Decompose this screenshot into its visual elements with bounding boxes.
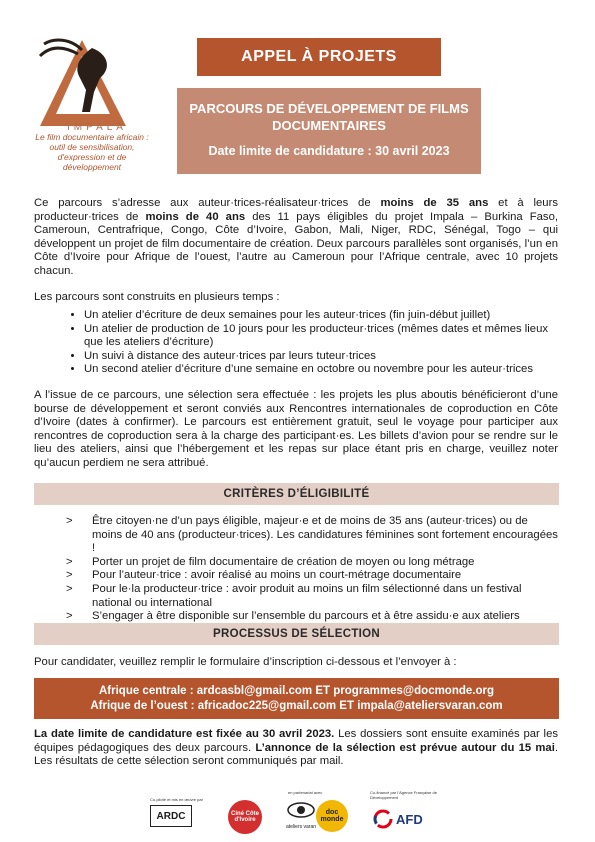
list-item: • Un atelier d’écriture de deux semaines pour les auteur·trices (fin juin-début juillet)	[84, 309, 558, 323]
contact-box	[34, 678, 559, 719]
funded-label: Co-financé par l’Agence Française de Développement	[370, 790, 437, 800]
arrow-icon: >	[66, 555, 73, 568]
ateliers-varan-logo	[286, 800, 316, 830]
selection-instruction: Pour candidater, veuillez remplir le formulaire d’inscription ci-dessous et l’envoyer à :	[34, 656, 457, 668]
ardc-logo: ARDC	[150, 805, 192, 827]
criteria-text: Porter un projet de film documentaire de création de moyen ou long métrage	[92, 555, 475, 568]
list-item: • Un atelier de production de 10 jours pour les producteur·trices (mêmes dates et mêmes lieux que les ateliers d’écriture)	[84, 323, 558, 350]
selection-heading: PROCESSUS DE SÉLECTION	[34, 623, 559, 645]
intro-text-2: et à leurs producteur·trices de	[34, 197, 558, 223]
deadline-statement: La date limite de candidature est fixée au 30 avril 2023.	[34, 728, 335, 740]
arrow-icon: >	[66, 569, 73, 582]
contact-west	[34, 699, 559, 714]
arrow-icon: >	[66, 582, 73, 595]
ateliers-varan-text: ateliers varan	[286, 824, 317, 830]
and-text: ET	[336, 700, 358, 712]
email-link[interactable]: impala@ateliersvaran.com	[357, 700, 503, 712]
closing-text-1: Les dossiers sont ensuite examinés par les équipes pédagogiques des deux parcours.	[34, 728, 558, 754]
afd-text: AFD	[396, 811, 423, 827]
criteria-text: Pour l’auteur·trice : avoir réalisé au moins un court-métrage documentaire	[92, 569, 462, 582]
list-item: • Un second atelier d’écriture d’une semaine en octobre ou novembre pour les auteur·trices	[84, 363, 558, 377]
afd-ring-icon	[372, 808, 394, 830]
arrow-icon: >	[66, 515, 73, 527]
central-label: Afrique centrale :	[98, 685, 197, 697]
criteria-text: S’engager à être disponible sur l’ensemble du parcours et à être assidu·e aux ateliers	[92, 610, 520, 623]
criteria-heading: CRITÈRES D’ÉLIGIBILITÉ	[34, 483, 559, 505]
intro-paragraph	[34, 197, 558, 279]
list-item	[66, 569, 560, 583]
intro-text-3: des 11 pays éligibles du projet Impala – Burkina Faso, Cameroun, Centrafrique, Congo, Côte d’Ivoire, Gabon, Mali, Niger, RDC, Sénégal, Togo – qui développent un projet de film documentaire de création. Deux parcours parallèles sont organisés, l’un en Côte d’Ivoire pour Afrique de l’ouest, l’autre au Cameroun pour l’Afrique centrale, avec 10 projets chacun.	[34, 210, 558, 277]
eye-icon	[286, 800, 316, 820]
and-text: ET	[312, 685, 334, 697]
doc-monde-logo: doc monde	[316, 800, 348, 832]
criteria-text: Pour le·la producteur·trice : avoir produit au moins un film sélectionné dans un festival national ou international	[92, 582, 522, 609]
call-for-projects-banner: APPEL À PROJETS	[197, 38, 441, 76]
email-link[interactable]: programmes@docmonde.org	[333, 685, 495, 697]
list-item	[66, 583, 560, 610]
criteria-list	[66, 515, 560, 624]
criteria-text: Être citoyen·ne d’un pays éligible, majeur·e et de moins de 35 ans (auteur·trices) ou de moins de 40 ans (producteur·trices). Les candidatures féminines sont fortement encouragées !	[92, 515, 558, 555]
logo-wordmark: IMPALA	[67, 122, 127, 133]
afd-logo	[372, 808, 423, 830]
closing-paragraph	[34, 728, 558, 769]
intro-age-producer: moins de 40 ans	[145, 210, 246, 223]
arrow-icon: >	[66, 610, 73, 623]
program-title: PARCOURS DE DÉVELOPPEMENT DE FILMS DOCUMENTAIRES	[189, 101, 469, 133]
cine-cote-divoire-logo: Ciné Côte d'Ivoire	[228, 800, 262, 834]
steps-intro: Les parcours sont construits en plusieurs temps :	[34, 291, 280, 303]
email-link[interactable]: ardcasbl@gmail.com	[196, 685, 313, 697]
antelope-logo-icon	[30, 34, 150, 134]
intro-text-1: Ce parcours s’adresse aux auteur·trices-réalisateur·trices de	[34, 197, 381, 209]
coorg-label: Co-piloté et mis en œuvre par	[150, 797, 203, 802]
closing-text-2: . Les résultats de cette sélection seront communiqués par mail.	[34, 741, 558, 768]
outcome-paragraph: A l’issue de ce parcours, une sélection sera effectuée : les projets les plus aboutis bénéficieront d’une bourse de développement et seront conviés aux Rencontres internationales de coproduction en Côte d’Ivoire (dates à confirmer). Le parcours est entièrement gratuit, seul le voyage pour participer aux rencontres de coproduction sera à la charge des participant·es. Les billets d’avion pour se rendre sur le lieu des ateliers, ainsi que l’hébergement et les repas sur place étant pris en charge, veuillez noter qu’aucun perdiem ne sera attribué.	[34, 389, 558, 469]
email-link[interactable]: africadoc225@gmail.com	[197, 700, 337, 712]
contact-central	[34, 684, 559, 699]
announcement-date: L’annonce de la sélection est prévue autour du 15 mai	[255, 741, 555, 754]
logo-tagline: Le film documentaire africain : outil de sensibilisation, d'expression et de développement	[35, 132, 149, 172]
steps-list	[70, 309, 558, 377]
intro-age-author: moins de 35 ans	[380, 197, 489, 209]
program-banner	[177, 88, 481, 174]
list-item	[66, 515, 560, 556]
list-item: • Un suivi à distance des auteur·trices par leurs tuteur·trices	[84, 350, 558, 364]
list-item	[66, 610, 560, 624]
list-item	[66, 556, 560, 570]
partner-label: en partenariat avec	[288, 790, 323, 795]
deadline-text: Date limite de candidature : 30 avril 2023	[208, 144, 450, 158]
west-label: Afrique de l’ouest :	[90, 700, 198, 712]
